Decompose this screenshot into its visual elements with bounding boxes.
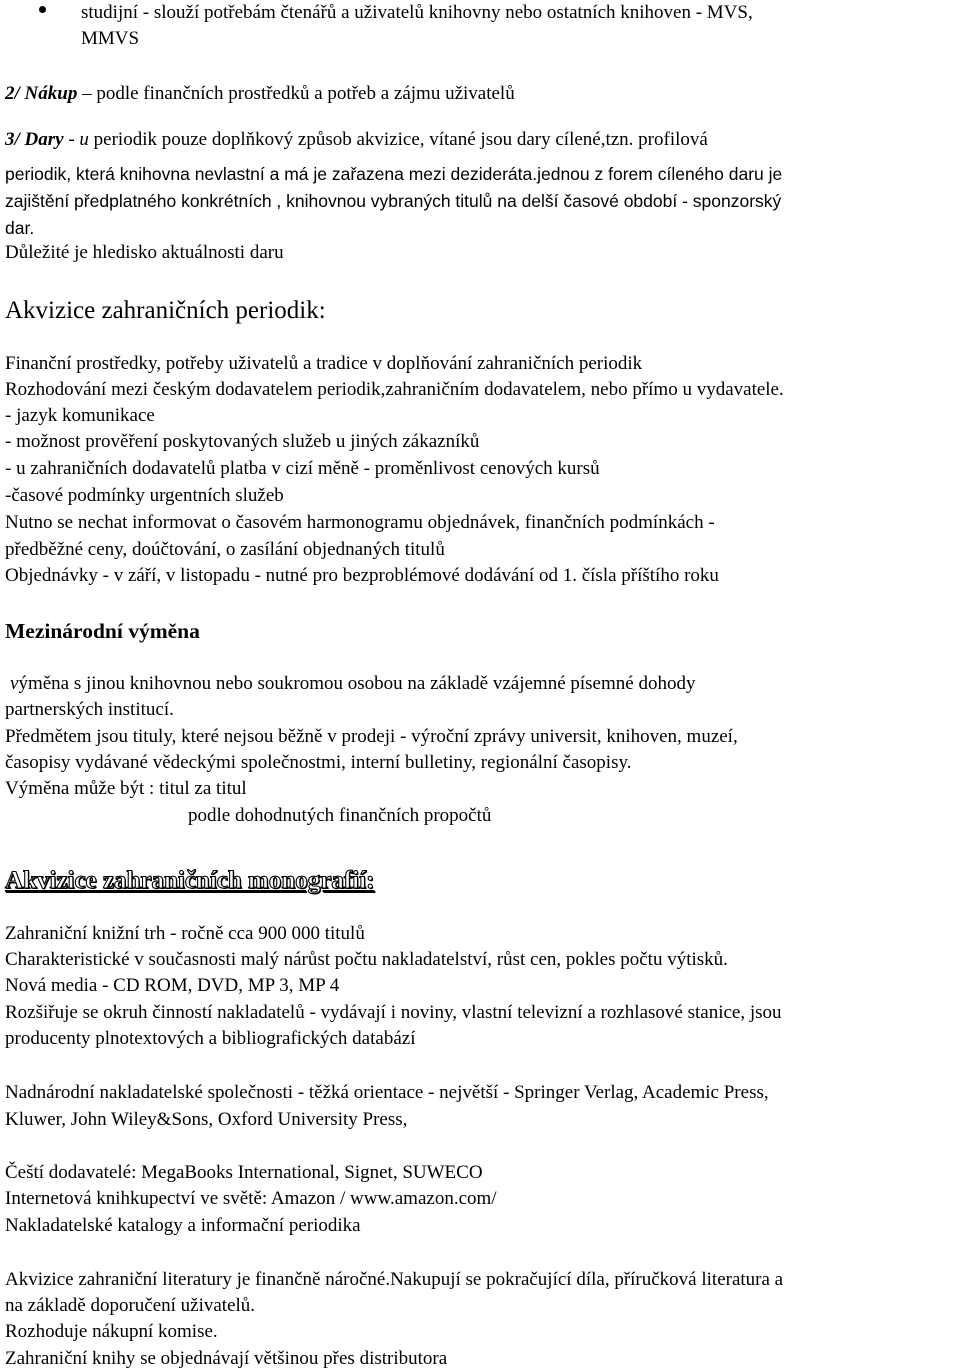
heading-monografie: Akvizice zahraničních monografií: bbox=[5, 867, 375, 894]
dodavatele-line: Čeští dodavatelé: MegaBooks International, Signet, SUWECO bbox=[5, 1162, 483, 1183]
periodika-line: - možnost prověření poskytovaných služeb u jiných zákazníků bbox=[5, 431, 480, 452]
periodika-line: Finanční prostředky, potřeby uživatelů a tradice v doplňování zahraničních periodik bbox=[5, 353, 643, 374]
vymena-line: partnerských institucí. bbox=[5, 699, 174, 720]
bullet-dot-icon bbox=[39, 6, 46, 13]
monografie-line: Rozšiřuje se okruh činností nakladatelů - vydávají i noviny, vlastní televizní a rozhlasové stanice, jsou bbox=[5, 1002, 782, 1023]
nadnarodni-line: Kluwer, John Wiley&Sons, Oxford University Press, bbox=[5, 1109, 408, 1130]
monografie-line: producenty plnotextových a bibliografických databází bbox=[5, 1028, 416, 1049]
dary-line-4: dar. bbox=[5, 218, 35, 238]
monografie-line: Zahraniční knižní trh - ročně cca 900 000 titulů bbox=[5, 923, 365, 944]
bullet-line-2: MMVS bbox=[81, 28, 140, 49]
dodavatele-line: Nakladatelské katalogy a informační periodika bbox=[5, 1215, 361, 1236]
nadnarodni-line: Nadnárodní nakladatelské společnosti - těžká orientace - největší - Springer Verlag, Academic Press, bbox=[5, 1082, 769, 1103]
periodika-line: Objednávky - v září, v listopadu - nutné pro bezproblémové dodávání od 1. čísla příštího roku bbox=[5, 565, 719, 586]
periodika-line: předběžné ceny, doúčtování, o zasílání objednaných titulů bbox=[5, 539, 445, 560]
monografie-line: Nová media - CD ROM, DVD, MP 3, MP 4 bbox=[5, 975, 340, 996]
periodika-line: Rozhodování mezi českým dodavatelem periodik,zahraničním dodavatelem, nebo přímo u vydavatele. bbox=[5, 379, 784, 400]
vymena-line: časopisy vydávané vědeckými společnostmi, interní bulletiny, regionální časopisy. bbox=[5, 752, 632, 773]
periodika-line: -časové podmínky urgentních služeb bbox=[5, 485, 284, 506]
zaver-line: Akvizice zahraniční literatury je finančně náročné.Nakupují se pokračující díla, příručková literatura a bbox=[5, 1269, 784, 1290]
vymena-line: Předmětem jsou tituly, které nejsou běžně v prodeji - výroční zprávy universit, knihoven, muzeí, bbox=[5, 726, 738, 747]
vymena-line: Výměna může být : titul za titul bbox=[5, 778, 247, 799]
heading-periodika: Akvizice zahraničních periodik: bbox=[5, 297, 326, 324]
periodika-line: - u zahraničních dodavatelů platba v cizí měně - proměnlivost cenových kursů bbox=[5, 458, 600, 479]
dodavatele-line: Internetová knihkupectví ve světě: Amazon / www.amazon.com/ bbox=[5, 1188, 497, 1209]
periodika-line: Nutno se nechat informovat o časovém harmonogramu objednávek, finančních podmínkách - bbox=[5, 512, 715, 533]
dary-line-2: periodik, která knihovna nevlastní a má je zařazena mezi dezideráta.jednou z forem cíleného daru je bbox=[5, 164, 783, 184]
monografie-line: Charakteristické v současnosti malý nárůst počtu nakladatelství, růst cen, pokles počtu výtisků. bbox=[5, 949, 728, 970]
vymena-line-indented: podle dohodnutých finančních propočtů bbox=[188, 805, 492, 826]
dulezite-line: Důležité je hledisko aktuálnosti daru bbox=[5, 242, 284, 263]
document-page: studijní - slouží potřebám čtenářů a uživatelů knihovny nebo ostatních knihoven - MVS, MMVS 2/ Nákup – podle finančních prostředků a potřeb a zájmu uživatelů 3/ Dary - u periodik pouze doplňkový způsob akvizice, vítané jsou dary cílené,tzn. profilová periodik, která knihovna nevlastní a má je zařazena mezi dezideráta.jednou z forem cíleného daru je zajištění předplatného konkrétních , knihovnou vybraných titulů na delší časové období - sponzorský dar. Důležité je hledisko aktuálnosti daru Akvizice zahraničních periodik: Finanční prostředky, potřeby uživatelů a tradice v doplňování zahraničních periodik Rozhodování mezi českým dodavatelem periodik,zahraničním dodavatelem, nebo přímo u vydavatele. - jazyk komunikace - možnost prověření poskytovaných služeb u jiných zákazníků - u zahraničních dodavatelů platba v cizí měně - proměnlivost cenových kursů -časové podmínky urgentních služeb Nutno se nechat informovat o časovém harmonogramu objednávek, finančních podmínkách - předběžné ceny, doúčtování, o zasílání objednaných titulů Objednávky - v září, v listopadu - nutné pro bezproblémové dodávání od 1. čísla příštího roku Mezinárodní výměna výměna s jinou knihovnou nebo soukromou osobou na základě vzájemné písemné dohody partnerských institucí. Předmětem jsou tituly, které nejsou běžně v prodeji - výroční zprávy universit, knihoven, muzeí, časopisy vydávané vědeckými společnostmi, interní bulletiny, regionální časopisy. Výměna může být : titul za titul podle dohodnutých finančních propočtů Akvizice zahraničních monografií: Zahraniční knižní trh - ročně cca 900 000 titulů Charakteristické v současnosti malý nárůst počtu nakladatelství, růst cen, pokles počtu výtisků. Nová media - CD ROM, DVD, MP 3, MP 4 Rozšiřuje se okruh činností nakladatelů - vydávají i noviny, vlastní televizní a rozhlasové stanice, jsou producenty plnotextových a bibliografických databází Nadnárodní nakladatelské společnosti - těžká orientace - největší - Springer Verlag, Academic Press, Kluwer, John Wiley&Sons, Oxford University Press, Čeští dodavatelé: MegaBooks International, Signet, SUWECO Internetová knihkupectví ve světě: Amazon / www.amazon.com/ Nakladatelské katalogy a informační periodika Akvizice zahraniční literatury je finančně náročné.Nakupují se pokračující díla, příručková literatura a na základě doporučení uživatelů. Rozhoduje nákupní komise. Zahraniční knihy se objednávají většinou přes distributora bbox=[5, 2, 784, 1369]
dary-line-3: zajištění předplatného konkrétních , knihovnou vybraných titulů na delší časové období - sponzorský bbox=[5, 191, 782, 211]
nakup-line: 2/ Nákup – podle finančních prostředků a potřeb a zájmu uživatelů bbox=[5, 83, 515, 104]
periodika-line: - jazyk komunikace bbox=[5, 405, 155, 426]
heading-vymena: Mezinárodní výměna bbox=[5, 619, 200, 643]
zaver-line: Rozhoduje nákupní komise. bbox=[5, 1321, 218, 1342]
zaver-line: Zahraniční knihy se objednávají většinou přes distributora bbox=[5, 1348, 448, 1369]
dary-line-1: 3/ Dary - u periodik pouze doplňkový způsob akvizice, vítané jsou dary cílené,tzn. profilová bbox=[5, 129, 708, 150]
vymena-line: výměna s jinou knihovnou nebo soukromou osobou na základě vzájemné písemné dohody bbox=[10, 673, 696, 694]
zaver-line: na základě doporučení uživatelů. bbox=[5, 1295, 256, 1316]
